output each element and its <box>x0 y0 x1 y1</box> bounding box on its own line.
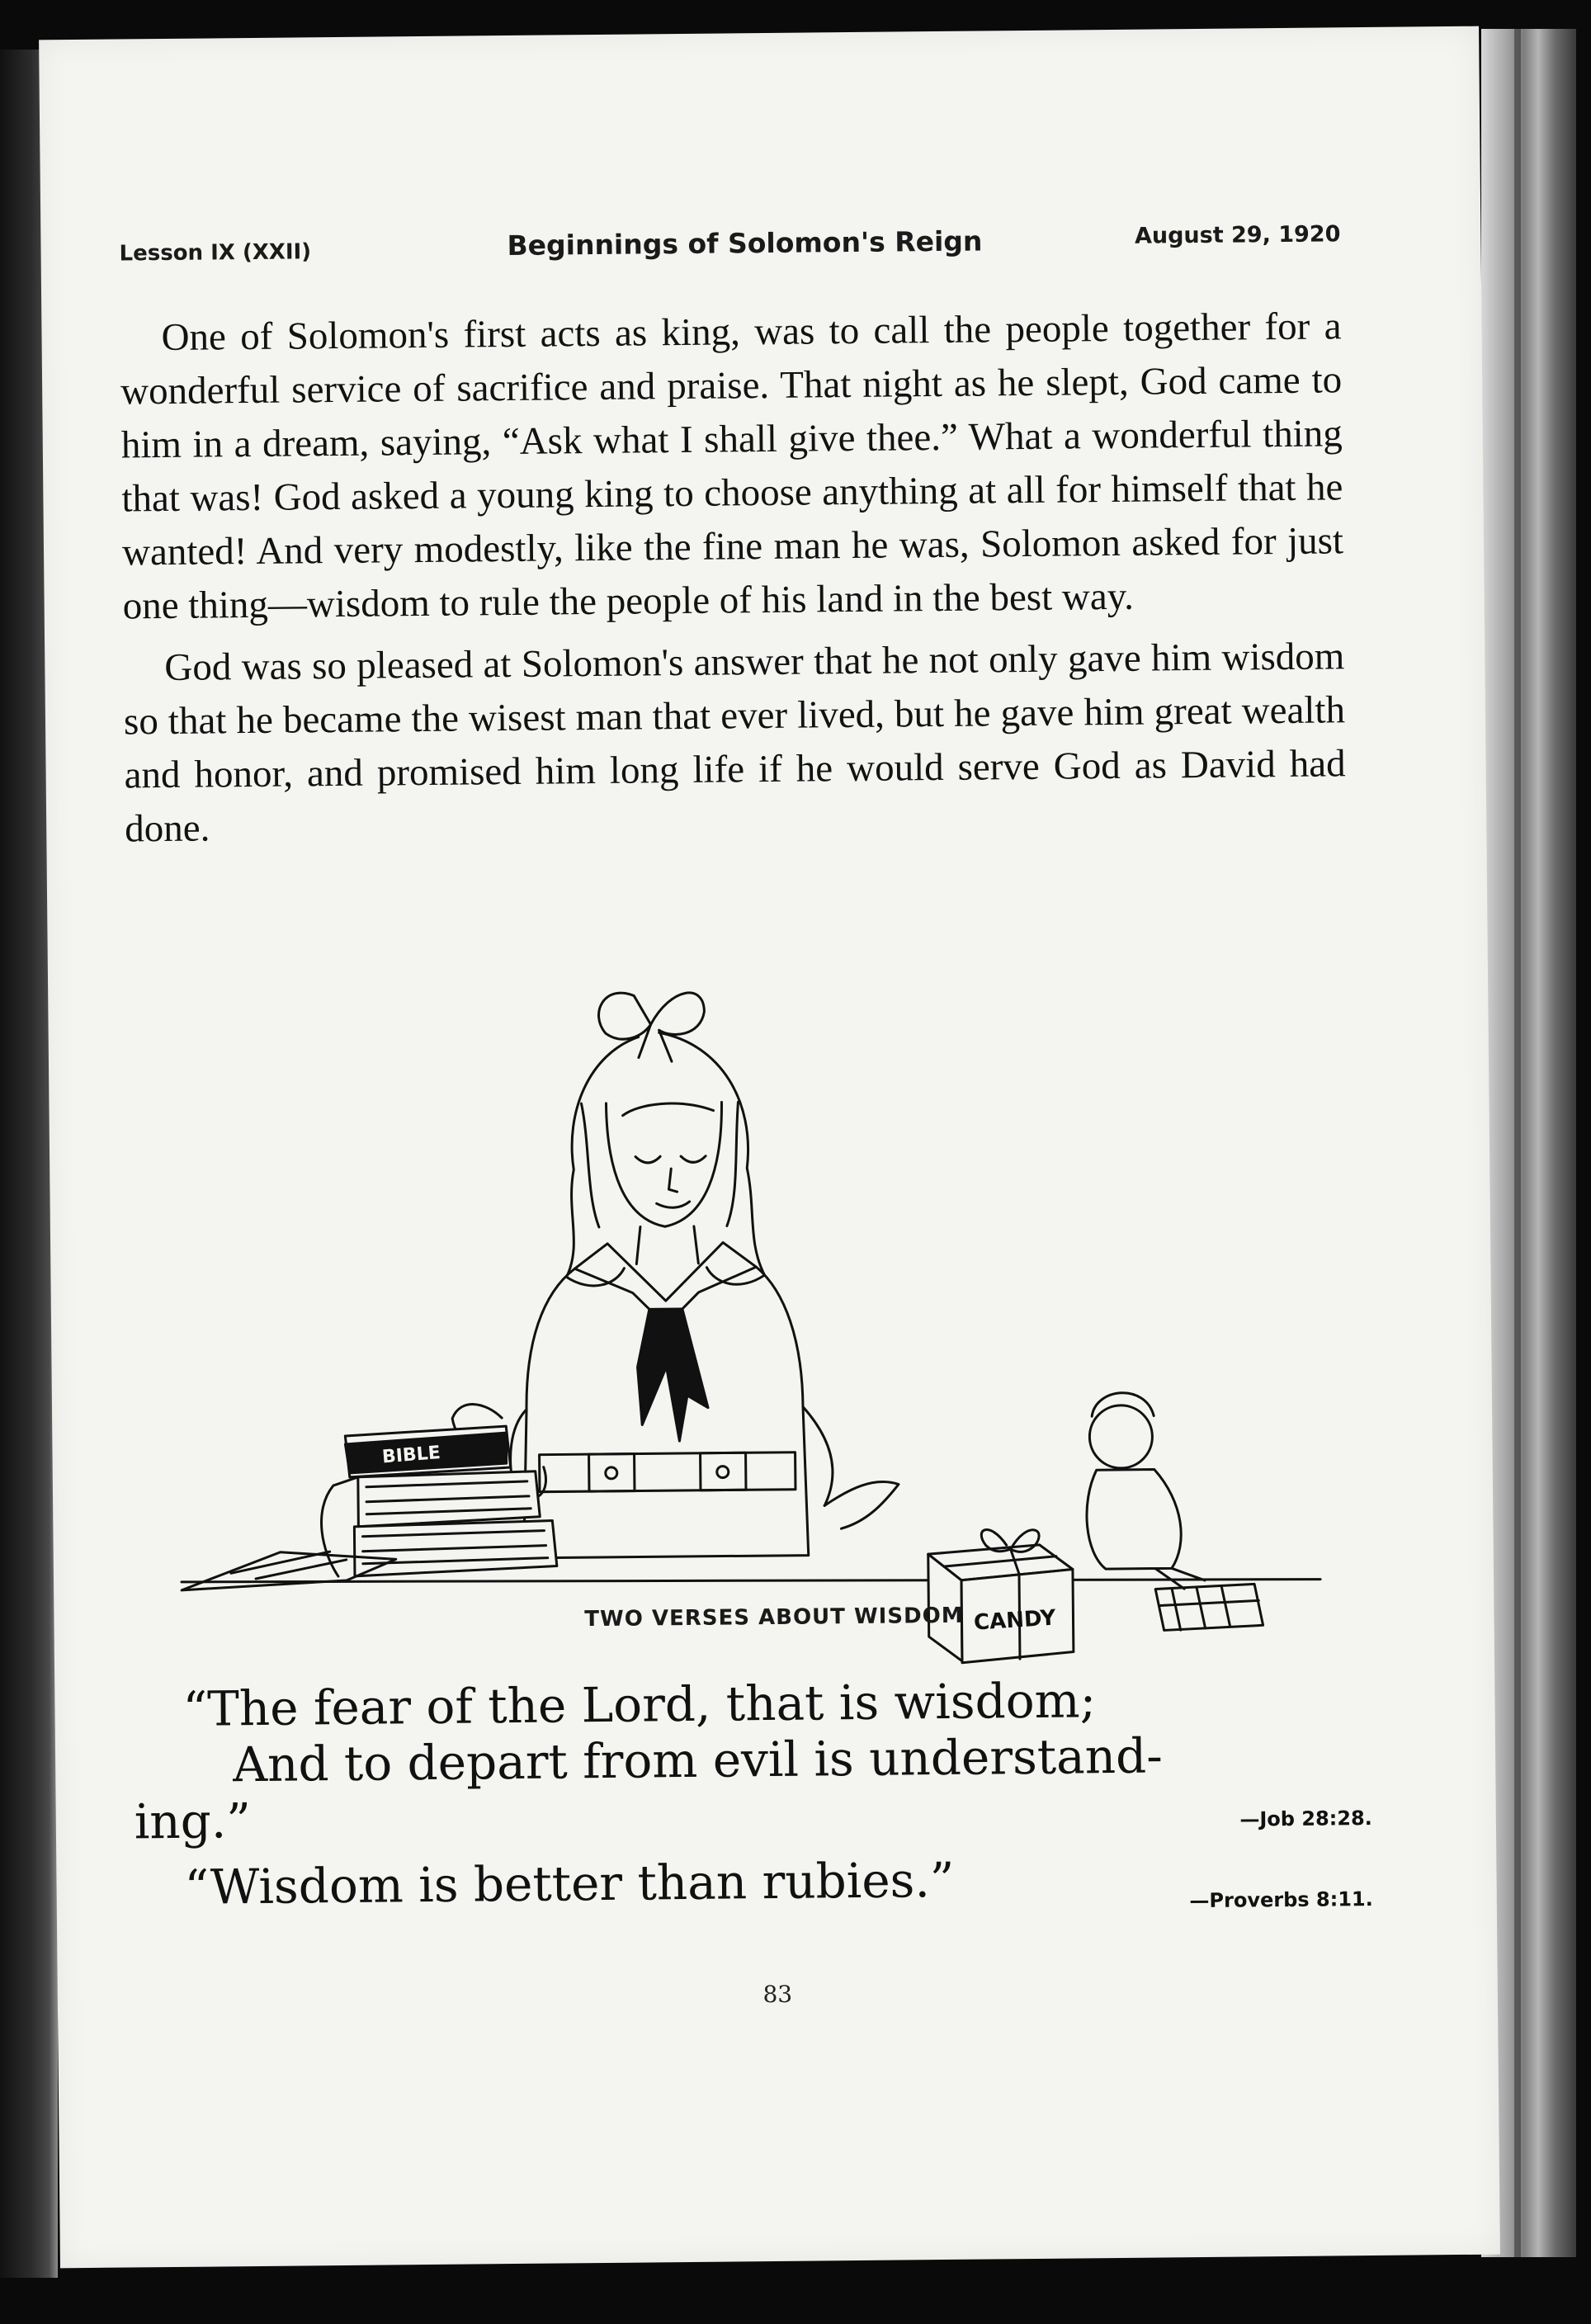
verse-2: “Wisdom is better than rubies.” <box>184 1851 955 1915</box>
paragraph-2: God was so pleased at Solomon's answer that he not only gave him wisdom so that he became the wisest man that ever lived, but he gave him great wealth and honor, and promised him long life if he would serve God as David had done. <box>123 635 1346 851</box>
lesson-number: Lesson IX (XXII) <box>119 239 312 267</box>
verse-2-row <box>135 1848 1373 1919</box>
page-number: 83 <box>762 1980 793 2009</box>
lesson-date: August 29, 1920 <box>1134 221 1341 249</box>
lesson-title: Beginnings of Solomon's Reign <box>507 224 983 262</box>
illustration-caption: TWO VERSES ABOUT WISDOM <box>584 1603 964 1632</box>
verse-2-reference: —Proverbs 8:11. <box>1189 1887 1373 1913</box>
paragraph-1: One of Solomon's first acts as king, was to call the people together for a wonderful service of sacrifice and praise. That night as he slept, God came to him in a dream, saying, “Ask what I shall give thee.” What a wonderful thing that was! God asked a young king to choose anything at all for himself that he wanted! And very modestly, like the fine man he was, Solomon asked for just one thing—wisdom to rule the people of his land in the best way. <box>120 305 1344 628</box>
running-header <box>119 221 1340 274</box>
verse-1-line-3-row <box>134 1782 1372 1851</box>
verse-1-line-3: ing.” <box>134 1793 252 1850</box>
bible-label: BIBLE <box>381 1442 441 1468</box>
verse-1-reference: —Job 28:28. <box>1239 1807 1372 1831</box>
body-text <box>120 300 1346 864</box>
book-page <box>39 26 1500 2269</box>
verses <box>133 1670 1373 1919</box>
verse-1-line-1: “The fear of the Lord, that is wisdom; <box>182 1672 1097 1737</box>
candy-label: CANDY <box>973 1605 1057 1636</box>
verse-1-line-2: And to depart from evil is understand- <box>232 1727 1164 1793</box>
